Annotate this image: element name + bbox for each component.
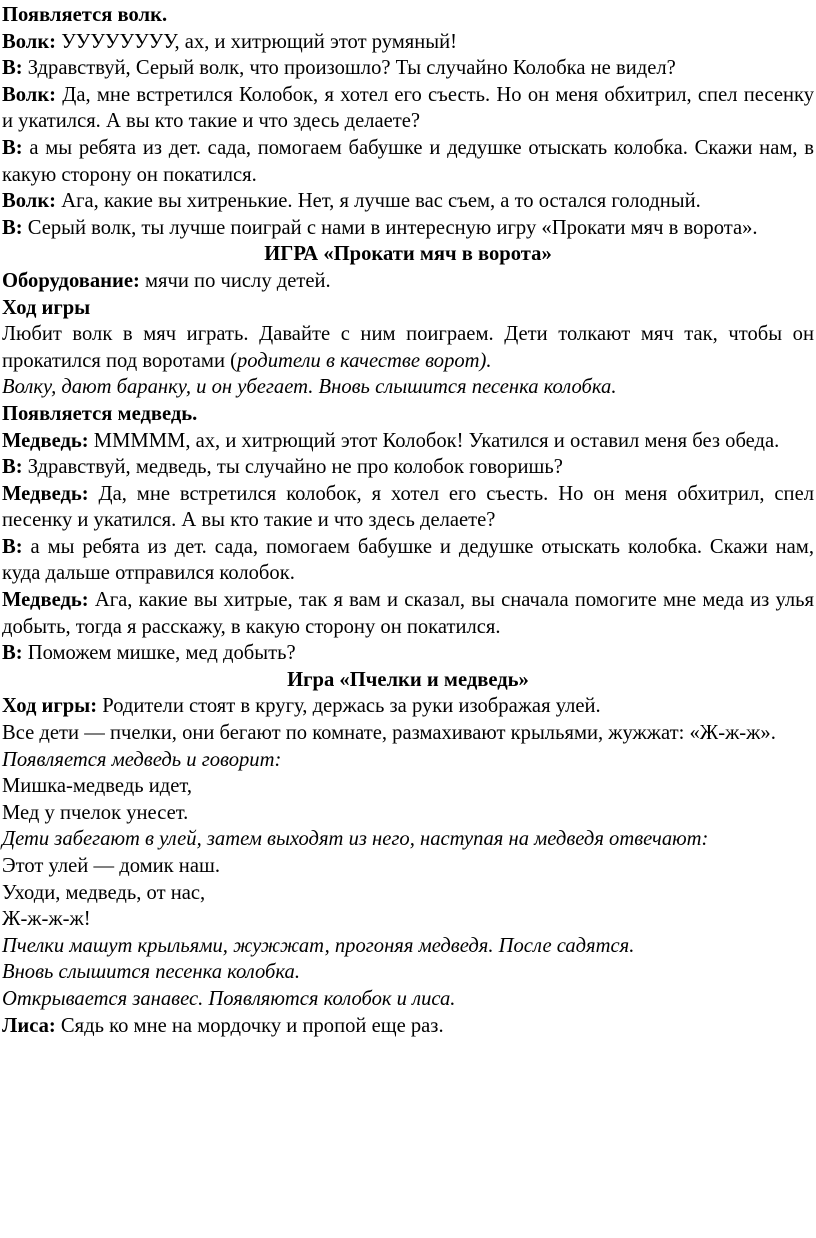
section-heading: Игра «Пчелки и медведь»: [287, 668, 529, 691]
narration: Все дети — пчелки, они бегают по комнате, размахивают крыльями, жужжат: «Ж-ж-ж».: [2, 722, 776, 745]
narration: Любит волк в мяч играть. Давайте с ним поиграем. Дети толкают мяч так, чтобы он прокатился под воротами (родители в качестве ворот).: [2, 323, 814, 372]
speaker: Волк:: [2, 190, 57, 213]
italic-direction: Открывается занавес. Появляются колобок и лиса.: [2, 987, 456, 1010]
line-text: Да, мне встретился колобок, я хотел его съесть. Но он меня обхитрил, спел песенку и укатился. А вы кто такие и что здесь делаете?: [2, 482, 814, 532]
speaker: Волк:: [2, 30, 57, 53]
speaker: Волк:: [2, 83, 57, 106]
stage-direction: Появляется медведь.: [2, 402, 198, 425]
line-text: Здравствуй, Серый волк, что произошло? Ты случайно Колобка не видел?: [22, 57, 676, 80]
speaker: В:: [2, 136, 23, 159]
line-text: а мы ребята из дет. сада, помогаем бабушке и дедушке отыскать колобка. Скажи нам, в какую сторону он покатился.: [2, 136, 814, 186]
line-text: УУУУУУУУ, ах, и хитрющий этот румяный!: [56, 30, 458, 53]
line-text: Да, мне встретился Колобок, я хотел его съесть. Но он меня обхитрил, спел песенку и укатился. А вы кто такие и что здесь делаете?: [2, 83, 814, 133]
speaker: Медведь:: [2, 589, 89, 612]
dialogue-line: [2, 188, 814, 215]
line-text: Ага, какие вы хитренькие. Нет, я лучше вас съем, а то остался голодный.: [56, 190, 701, 213]
speaker: В:: [2, 216, 23, 239]
dialogue-line: [2, 693, 814, 720]
dialogue-line: [2, 215, 814, 242]
dialogue-line: [2, 55, 814, 82]
speaker: Лиса:: [2, 1014, 56, 1037]
verse-line: Уходи, медведь, от нас,: [2, 881, 206, 904]
line-text: мячи по числу детей.: [139, 269, 331, 292]
dialogue-line: [2, 1013, 814, 1040]
speaker: В:: [2, 535, 23, 558]
dialogue-line: [2, 268, 814, 295]
speaker: Медведь:: [2, 429, 89, 452]
italic-direction: Пчелки машут крыльями, жужжат, прогоняя медведя. После садятся.: [2, 934, 635, 957]
verse-line: Мишка-медведь идет,: [2, 775, 192, 798]
speaker: В:: [2, 456, 23, 479]
italic-direction: Появляется медведь и говорит:: [2, 748, 282, 771]
section-heading: ИГРА «Прокати мяч в ворота»: [264, 243, 552, 266]
verse-line: Ж-ж-ж-ж!: [2, 908, 91, 931]
dialogue-line: [2, 454, 814, 481]
dialogue-line: [2, 428, 814, 455]
speaker: Ход игры:: [2, 695, 98, 718]
line-text: Здравствуй, медведь, ты случайно не про колобок говоришь?: [22, 456, 563, 479]
dialogue-line: [2, 640, 814, 667]
dialogue-line: [2, 82, 814, 135]
italic-direction: Волку, дают баранку, и он убегает. Вновь слышится песенка колобка.: [2, 376, 617, 399]
dialogue-line: [2, 587, 814, 640]
italic-direction: Вновь слышится песенка колобка.: [2, 961, 300, 984]
line-text: Сядь ко мне на мордочку и пропой еще раз.: [55, 1014, 444, 1037]
line-text: Серый волк, ты лучше поиграй с нами в интересную игру «Прокати мяч в ворота».: [22, 216, 758, 239]
stage-direction: Появляется волк.: [2, 4, 168, 26]
dialogue-line: [2, 481, 814, 534]
line-text: Родители стоят в кругу, держась за руки изображая улей.: [97, 695, 601, 718]
line-text: МММММ, ах, и хитрющий этот Колобок! Укатился и оставил меня без обеда.: [88, 429, 780, 452]
speaker: В:: [2, 57, 23, 80]
dialogue-line: [2, 534, 814, 587]
verse-line: Мед у пчелок унесет.: [2, 801, 189, 824]
speaker: В:: [2, 642, 23, 665]
speaker: Медведь:: [2, 482, 89, 505]
verse-line: Этот улей — домик наш.: [2, 855, 220, 877]
italic-direction: Дети забегают в улей, затем выходят из него, наступая на медведя отвечают:: [2, 828, 709, 851]
speaker: Оборудование:: [2, 269, 140, 292]
stage-direction: Ход игры: [2, 296, 91, 319]
dialogue-line: [2, 135, 814, 188]
line-text: а мы ребята из дет. сада, помогаем бабушке и дедушке отыскать колобка. Скажи нам, куда дальше отправился колобок.: [2, 535, 814, 585]
dialogue-line: [2, 29, 814, 56]
line-text: Ага, какие вы хитрые, так я вам и сказал, вы сначала помогите мне меда из улья добыть, тогда я расскажу, в какую сторону он покатился.: [2, 589, 814, 638]
line-text: Поможем мишке, мед добыть?: [22, 642, 296, 665]
